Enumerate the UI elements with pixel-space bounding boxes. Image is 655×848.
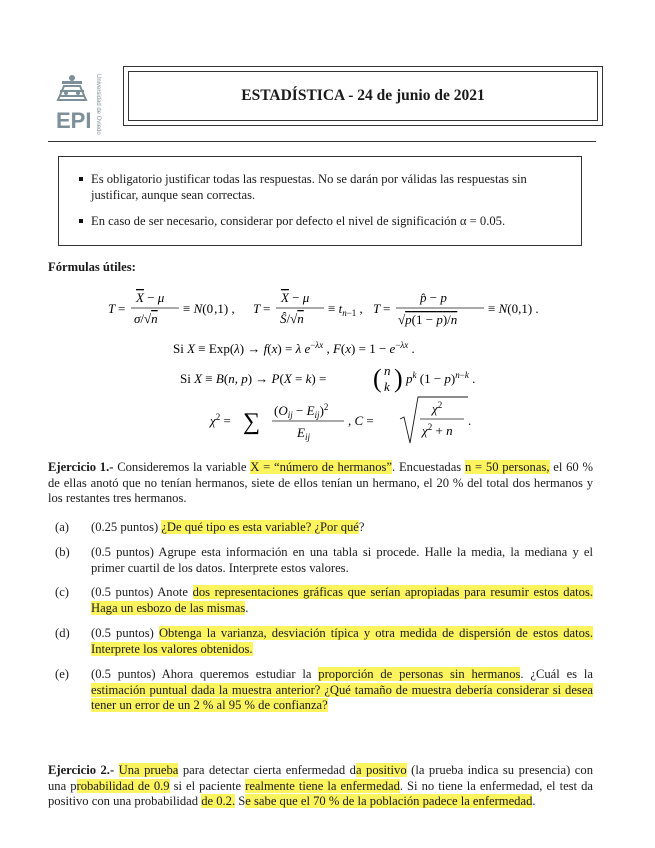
svg-text:T: T [373,301,381,316]
svg-text:pk (1 − p)n−k .: $p^k$ $(1 - p)^{n-k}$ . [406,370,476,386]
ejercicio-1-item-e: (e) (0.5 puntos) Ahora queremos estudiar la proporción de personas sin hermanos. ¿Cuál es la estimación puntual dada la muestra anterior? ¿Qué tamaño de muestra debería considerar si desea tener un error de un 2 % al 95 % de confianza? [55,667,593,712]
formula-line-1 [108,290,539,327]
svg-text:, C =: , C = [348,413,374,428]
bullet-icon [79,219,83,223]
svg-text:=: = [263,301,271,316]
svg-text:Si X ≡ B(n, p) → P(X = k) =: Si X ≡ B(n, p) → P(X = k) = [180,371,327,386]
svg-text:X − μ: X − μ [281,290,310,305]
svg-text:k: k [384,379,390,394]
title-box [123,66,603,126]
page-title: ESTADÍSTICA - 24 de junio de 2021 [128,71,598,121]
svg-text:EPI: EPI [56,108,92,133]
svg-text:T: T [108,301,116,316]
formula-line-2 [173,340,415,356]
svg-text:∑: ∑ [243,409,261,435]
university-logo [52,66,110,138]
ejercicio-1-statement: Ejercicio 1.- Consideremos la variable X = “número de hermanos”. Encuestadas n = 50 personas, el 60 % de ellas anotó que no tenían hermanos, siete de ellos tenían un hermano, el 20 % del total dos hermanos y los restantes tres hermanos. [48,460,593,505]
svg-text:): ) [394,364,403,393]
svg-text:≡ N(0,1) ,: ≡ N(0,1) , [183,301,235,316]
svg-text:n: n [384,363,391,378]
svg-text:p̂ − p: p̂ − p [420,290,447,305]
instructions-box [58,156,582,246]
ejercicio-1-item-d: (d) (0.5 puntos) Obtenga la varianza, desviación típica y otra medida de dispersión de estos datos. Interprete los valores obtenidos. [55,626,593,656]
header-divider [48,141,596,142]
formula-line-3 [180,363,475,394]
svg-text:≡ N(0,1) .: ≡ N(0,1) . [488,301,539,316]
svg-text:χ2 =: $\chi^2$ = [210,412,231,428]
svg-text:X − μ: X − μ [136,290,165,305]
svg-text:(Oij − Eij)2: $(O_{ij} - E_{ij})^2$ [274,402,329,420]
formula-line-4 [208,397,471,443]
svg-text:√p(1 − p)/n: √p(1 − p)/n [398,312,458,327]
svg-text:.: . [468,413,472,428]
ejercicio-2-statement: Ejercicio 2.- Una prueba para detectar cierta enfermedad da positivo (la prueba indica su presencia) con una probabilidad de 0.9 si el paciente realmente tiene la enfermedad. Si no tiene la enfermedad, el test da positivo con una probabilidad de 0.2. Se sabe que el 70 % de la población padece la enfermedad. [48,763,593,808]
svg-text:χ2 + n: $\chi^2 + n$ [422,422,453,438]
svg-text:χ2: $\chi^2$ [432,400,443,416]
formulas-heading: Fórmulas útiles: [48,260,136,274]
svg-text:≡ tn−1 ,: ≡ $t_n-1$ , [328,301,363,318]
svg-text:σ/√n: σ/√n [134,311,158,326]
formula-block [48,285,603,450]
svg-text:=: = [383,301,391,316]
svg-text:Universidad de Oviedo: Universidad de Oviedo [95,74,101,135]
svg-text:Eij: $E_{ij}$ [297,425,310,442]
bullet-icon [79,177,83,181]
ejercicio-1-item-a: (a) (0.25 puntos) ¿De qué tipo es esta variable? ¿Por qué? [55,520,365,534]
instruction-item: Es obligatorio justificar todas las respuestas. No se darán por válidas las respuestas sin justificar, aunque sean correctas. [91,171,573,203]
svg-text:=: = [118,301,126,316]
ejercicio-1-item-b: (b) (0.5 puntos) Agrupe esta información en una tabla si procede. Halle la media, la mediana y el primer cuartil de los datos. Interprete estos valores. [55,545,593,575]
svg-text:T: T [253,301,261,316]
svg-text:Ŝ/√n: Ŝ/√n [280,311,304,326]
ejercicio-1-item-c: (c) (0.5 puntos) Anote dos representaciones gráficas que serían apropiadas para resumir estos datos. Haga un esbozo de las mismas. [55,585,593,615]
svg-text:(: ( [373,364,382,393]
svg-text:Si X ≡ Exp(λ) → f(x) = λ e−λx: Si X ≡ Exp(λ) → f(x) = λ $e^{-\lambda x}$ , $F(x) = 1 - e^{-\lambda x}$ . [173,340,415,356]
instruction-item: En caso de ser necesario, considerar por defecto el nivel de significación α = 0.05. [91,213,573,229]
